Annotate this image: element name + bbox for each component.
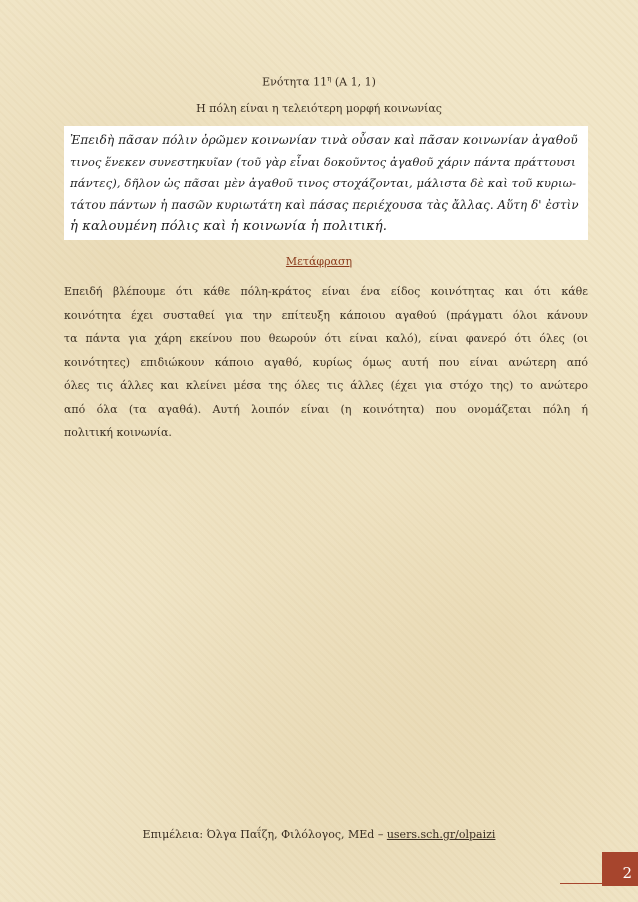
translation-line: Επειδή βλέπουμε ότι κάθε πόλη-κράτος είναι ένα είδος κοινότητας και ότι κάθε xyxy=(64,285,588,298)
ancient-text-line: Ἐπειδὴ πᾶσαν πόλιν ὁρῶμεν κοινωνίαν τινὰ οὖσαν καὶ πᾶσαν κοινωνίαν ἀγαθοῦ xyxy=(70,133,578,147)
footer-website-link[interactable]: users.sch.gr/olpaizi xyxy=(386,828,496,841)
ancient-text-line: πάντες), δῆλον ὡς πᾶσαι μὲν ἀγαθοῦ τινος στοχάζονται, μάλιστα δὲ καὶ τοῦ κυριω- xyxy=(70,176,577,190)
page-number: 2 xyxy=(622,864,632,882)
section-title-superscript: η xyxy=(327,75,332,83)
ancient-text-line: ἡ καλουμένη πόλις καὶ ἡ κοινωνία ἡ πολιτική. xyxy=(70,219,388,234)
translation-line: κοινότητες) επιδιώκουν κάποιο αγαθό, κυρίως όμως αυτή που είναι ανώτερη από xyxy=(64,355,588,369)
section-subtitle: Η πόλη είναι η τελειότερη μορφή κοινωνίας xyxy=(196,102,442,115)
translation-heading-text: Μετάφραση xyxy=(285,255,353,268)
translation-line: από όλα (τα αγαθά). Αυτή λοιπόν είναι (η κοινότητα) που ονομάζεται πόλη ή xyxy=(64,402,588,416)
ancient-text-line: τινος ἕνεκεν συνεστηκυῖαν (τοῦ γὰρ εἶναι δοκοῦντος ἀγαθοῦ χάριν πάντα πράττουσι xyxy=(70,154,576,169)
section-title xyxy=(0,75,638,89)
footer-credit xyxy=(0,828,638,841)
page-number-badge xyxy=(602,852,638,886)
translation-heading xyxy=(0,255,638,268)
translation-body xyxy=(64,280,588,445)
translation-line: κοινότητα έχει συσταθεί για την επίτευξη κάποιου αγαθού (πράγματι όλοι κάνουν xyxy=(64,308,588,322)
translation-line: τα πάντα για χάρη εκείνου που θεωρούν ότι είναι καλό), είναι φανερό ότι όλες (οι xyxy=(64,332,588,345)
section-title-text: Ενότητα 11 xyxy=(262,75,328,89)
section-title-reference: (Α 1, 1) xyxy=(331,75,376,89)
footer-credit-text: Επιμέλεια: Όλγα Παΐζη, Φιλόλογος, MEd – xyxy=(142,828,387,841)
page-number-rule xyxy=(560,883,602,884)
translation-line: όλες τις άλλες και κλείνει μέσα της όλες τις άλλες (έχει για στόχο της) το ανώτερο xyxy=(64,379,588,392)
ancient-text-box xyxy=(64,126,588,240)
ancient-text-line: τάτου πάντων ἡ πασῶν κυριωτάτη καὶ πάσας περιέχουσα τὰς ἄλλας. Αὕτη δ' ἐστὶν xyxy=(70,197,579,212)
translation-line: πολιτική κοινωνία. xyxy=(64,426,172,439)
